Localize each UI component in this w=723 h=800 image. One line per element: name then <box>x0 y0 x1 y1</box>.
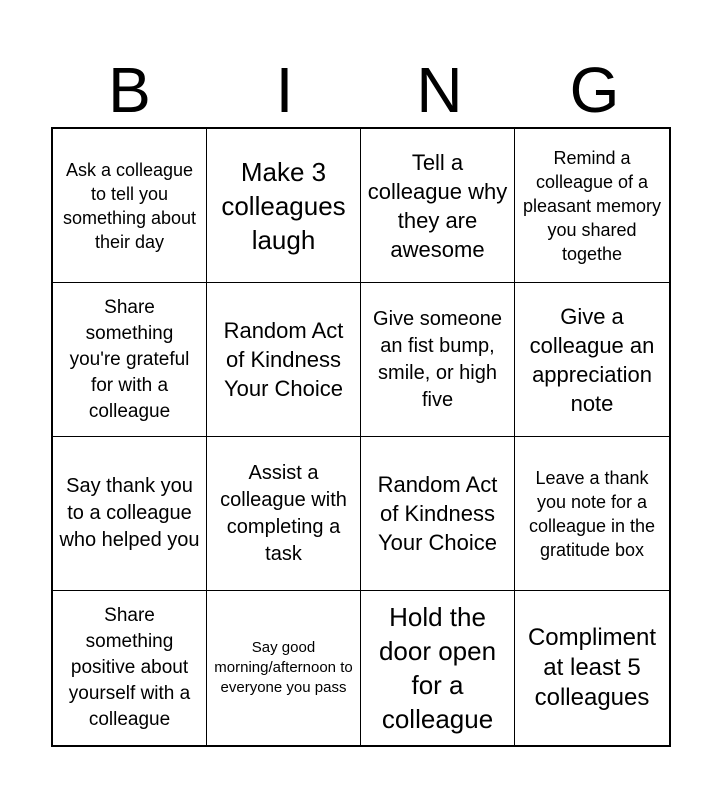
cell-text: Random Act of Kindness Your Choice <box>223 318 344 401</box>
cell-text: Hold the door open for a colleague <box>378 602 497 734</box>
cell-text: Random Act of Kindness Your Choice <box>377 472 498 555</box>
cell-text: Leave a thank you note for a colleague in the gratitude box <box>528 467 656 560</box>
header-letter-n: N <box>416 54 463 126</box>
cell-text: Ask a colleague to tell you something about their day <box>62 159 197 252</box>
bingo-cell[interactable] <box>53 129 207 283</box>
bingo-cell[interactable] <box>361 437 515 591</box>
bingo-cell[interactable] <box>207 129 361 283</box>
header-letter-g: G <box>569 54 620 126</box>
cell-text: Say good morning/afternoon to everyone you pass <box>214 639 353 696</box>
cell-text: Compliment at least 5 colleagues <box>527 624 657 711</box>
bingo-cell[interactable] <box>207 437 361 591</box>
bingo-cell[interactable] <box>361 283 515 437</box>
cell-text: Assist a colleague with completing a task <box>220 461 347 565</box>
bingo-cell[interactable] <box>515 437 669 591</box>
cell-text: Give a colleague an appreciation note <box>529 303 655 416</box>
cell-text: Give someone an fist bump, smile, or high five <box>373 307 502 411</box>
cell-text: Say thank you to a colleague who helped you <box>59 475 200 551</box>
bingo-cell[interactable] <box>207 283 361 437</box>
cell-text: Share something you're grateful for with a colleague <box>69 296 190 422</box>
header-letter-i: I <box>275 54 294 126</box>
bingo-cell[interactable] <box>515 283 669 437</box>
bingo-cell[interactable] <box>53 591 207 745</box>
bingo-cell[interactable] <box>53 437 207 591</box>
cell-text: Make 3 colleagues laugh <box>221 156 346 255</box>
cell-text: Remind a colleague of a pleasant memory you shared togethe <box>522 147 662 264</box>
bingo-cell[interactable] <box>207 591 361 745</box>
bingo-grid <box>51 127 671 747</box>
cell-text: Tell a colleague why they are awesome <box>367 149 508 262</box>
bingo-header <box>52 52 672 128</box>
bingo-cell[interactable] <box>515 591 669 745</box>
bingo-cell[interactable] <box>53 283 207 437</box>
bingo-cell[interactable] <box>361 591 515 745</box>
header-letter-b: B <box>108 54 151 126</box>
bingo-cell[interactable] <box>361 129 515 283</box>
bingo-cell[interactable] <box>515 129 669 283</box>
cell-text: Share something positive about yourself with a colleague <box>68 605 191 730</box>
